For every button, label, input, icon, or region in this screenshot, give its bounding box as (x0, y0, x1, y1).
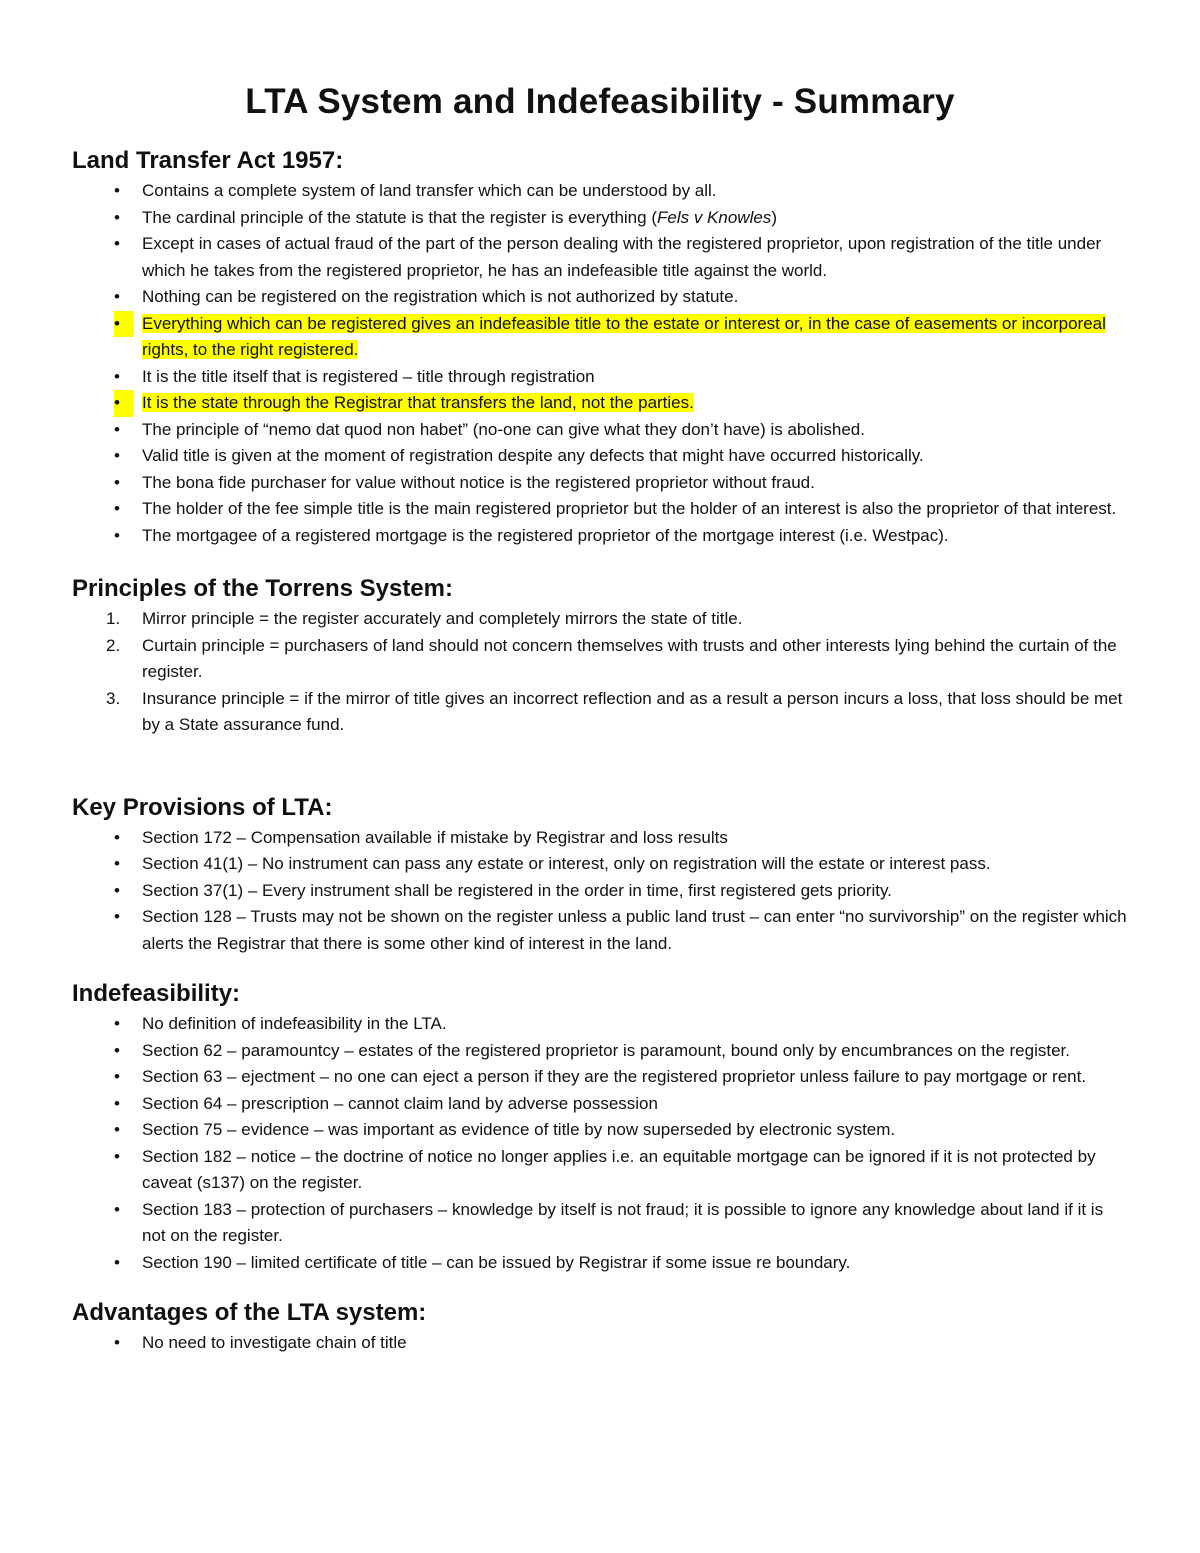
list-item (72, 1117, 1128, 1144)
list-item-text: Section 190 – limited certificate of title – can be issued by Registrar if some issue re boundary. (142, 1252, 851, 1272)
list-item-text: Contains a complete system of land transfer which can be understood by all. (142, 181, 717, 200)
section-indefeasibility (72, 979, 1128, 1276)
list-item (72, 1064, 1128, 1091)
bullet-icon: • (114, 419, 120, 439)
list-item (72, 1330, 1128, 1357)
section-heading-indefeasibility: Indefeasibility: (72, 980, 241, 1007)
list-item-text: Insurance principle = if the mirror of title gives an incorrect reflection and as a result a person incurs a loss, that loss should be met by a State assurance fund. (142, 688, 1123, 734)
list-item-text: Valid title is given at the moment of registration despite any defects that might have occurred historically. (142, 446, 924, 465)
list-item-text: No need to investigate chain of title (142, 1333, 407, 1352)
highlighted-text: Everything which can be registered gives an indefeasible title to the estate or interest or, in the case of easements or incorporeal rights, to the right registered. (142, 313, 1106, 359)
list-item (72, 470, 1128, 497)
list-item-text: Section 41(1) – No instrument can pass any estate or interest, only on registration will the estate or interest pass. (142, 854, 991, 873)
list-item (72, 878, 1128, 905)
list-item-text: Section 128 – Trusts may not be shown on the register unless a public land trust – can enter “no survivorship” on the register which alerts the Registrar that there is some other kind of interest in the land. (142, 907, 1127, 953)
list-number: 2. (106, 635, 121, 655)
bullet-list-advantages (72, 1330, 1128, 1357)
list-item (72, 364, 1128, 391)
list-item-text: Section 63 – ejectment – no one can eject a person if they are the registered proprietor unless failure to pay mortgage or rent. (142, 1067, 1087, 1086)
section-torrens-principles (72, 574, 1128, 739)
bullet-icon: • (114, 234, 120, 253)
list-item (72, 523, 1128, 550)
list-item (72, 633, 1128, 686)
bullet-list-land-transfer-act (72, 178, 1128, 549)
bullet-icon: • (114, 311, 134, 338)
list-item-text: No definition of indefeasibility in the LTA. (142, 1014, 447, 1033)
case-citation-close: ) (771, 207, 777, 227)
list-item (72, 904, 1128, 957)
bullet-icon: • (114, 907, 120, 926)
list-item (72, 1011, 1128, 1038)
list-item (72, 1091, 1128, 1118)
bullet-icon: • (114, 366, 120, 386)
list-item-text: Section 172 – Compensation available if mistake by Registrar and loss results (142, 827, 728, 847)
list-item (72, 1144, 1128, 1197)
list-item (72, 178, 1128, 205)
bullet-icon: • (114, 1199, 120, 1219)
section-heading-land-transfer-act: Land Transfer Act 1957: (72, 147, 344, 174)
list-item-text: Section 64 – prescription – cannot claim land by adverse possession (142, 1093, 658, 1113)
section-key-provisions (72, 793, 1128, 958)
bullet-icon: • (114, 499, 120, 518)
list-item (72, 1250, 1128, 1277)
bullet-icon: • (114, 390, 134, 417)
list-item-text: The mortgagee of a registered mortgage is the registered proprietor of the mortgage interest (i.e. Westpac). (142, 525, 949, 545)
list-item (72, 205, 1128, 232)
list-number: 3. (106, 688, 121, 708)
list-item (72, 417, 1128, 444)
list-item (72, 851, 1128, 878)
list-item-text: The bona fide purchaser for value without notice is the registered proprietor without fraud. (142, 472, 815, 492)
list-item (72, 1038, 1128, 1065)
section-heading-key-provisions: Key Provisions of LTA: (72, 793, 333, 821)
bullet-icon: • (114, 1333, 120, 1352)
bullet-icon: • (114, 880, 120, 900)
section-advantages (72, 1298, 1128, 1357)
list-item-text: Nothing can be registered on the registration which is not authorized by statute. (142, 287, 739, 306)
bullet-icon: • (114, 1146, 120, 1166)
list-item-text: Except in cases of actual fraud of the part of the person dealing with the registered proprietor, upon registration of the title under which he takes from the registered proprietor, he has an indefeasible title against the world. (142, 234, 1102, 280)
list-item-text: Mirror principle = the register accurately and completely mirrors the state of title. (142, 609, 743, 628)
list-item-text: Section 37(1) – Every instrument shall be registered in the order in time, first registered gets priority. (142, 880, 892, 900)
list-item-text: Curtain principle = purchasers of land should not concern themselves with trusts and other interests lying behind the curtain of the register. (142, 635, 1117, 681)
list-item-highlighted (72, 390, 1128, 417)
list-item-text: Section 62 – paramountcy – estates of the registered proprietor is paramount, bound only by encumbrances on the register. (142, 1040, 1070, 1060)
bullet-icon: • (114, 1252, 120, 1272)
bullet-icon: • (114, 1067, 120, 1086)
section-heading-advantages: Advantages of the LTA system: (72, 1299, 427, 1326)
bullet-icon: • (114, 854, 120, 873)
list-item-text: Section 183 – protection of purchasers – knowledge by itself is not fraud; it is possible to ignore any knowledge about land if it is not on the register. (142, 1199, 1104, 1245)
list-item-text: Section 75 – evidence – was important as evidence of title by now superseded by electronic system. (142, 1120, 896, 1139)
bullet-icon: • (114, 207, 120, 227)
section-heading-torrens-principles: Principles of the Torrens System: (72, 575, 453, 602)
list-item (72, 825, 1128, 852)
list-item-text: The cardinal principle of the statute is that the register is everything ( (142, 207, 657, 227)
list-item (72, 1197, 1128, 1250)
bullet-icon: • (114, 181, 120, 200)
list-item-highlighted (72, 311, 1128, 364)
list-item-text: It is the title itself that is registered – title through registration (142, 366, 595, 386)
list-item (72, 606, 1128, 633)
list-item-text: Section 182 – notice – the doctrine of notice no longer applies i.e. an equitable mortgage can be ignored if it is not protected by caveat (s137) on the register. (142, 1146, 1096, 1192)
highlighted-text: It is the state through the Registrar that transfers the land, not the parties. (142, 393, 694, 412)
bullet-list-indefeasibility (72, 1011, 1128, 1276)
list-item (72, 231, 1128, 284)
case-citation: Fels v Knowles (656, 207, 772, 227)
bullet-list-key-provisions (72, 825, 1128, 958)
bullet-icon: • (114, 1093, 120, 1113)
bullet-icon: • (114, 446, 120, 465)
list-item-text: The principle of “nemo dat quod non habet” (no-one can give what they don’t have) is abolished. (142, 419, 865, 439)
section-land-transfer-act (72, 146, 1128, 549)
bullet-icon: • (114, 827, 120, 847)
document-title: LTA System and Indefeasibility - Summary (245, 82, 955, 121)
list-item-text: The holder of the fee simple title is the main registered proprietor but the holder of an interest is also the proprietor of that interest. (142, 499, 1117, 518)
list-item (72, 686, 1128, 739)
list-item (72, 284, 1128, 311)
bullet-icon: • (114, 472, 120, 492)
bullet-icon: • (114, 1014, 120, 1033)
bullet-icon: • (114, 1040, 120, 1060)
list-item (72, 496, 1128, 523)
bullet-icon: • (114, 1120, 120, 1139)
bullet-icon: • (114, 525, 120, 545)
bullet-icon: • (114, 287, 120, 306)
numbered-list-torrens-principles (72, 606, 1128, 739)
list-item (72, 443, 1128, 470)
list-number: 1. (106, 609, 121, 628)
